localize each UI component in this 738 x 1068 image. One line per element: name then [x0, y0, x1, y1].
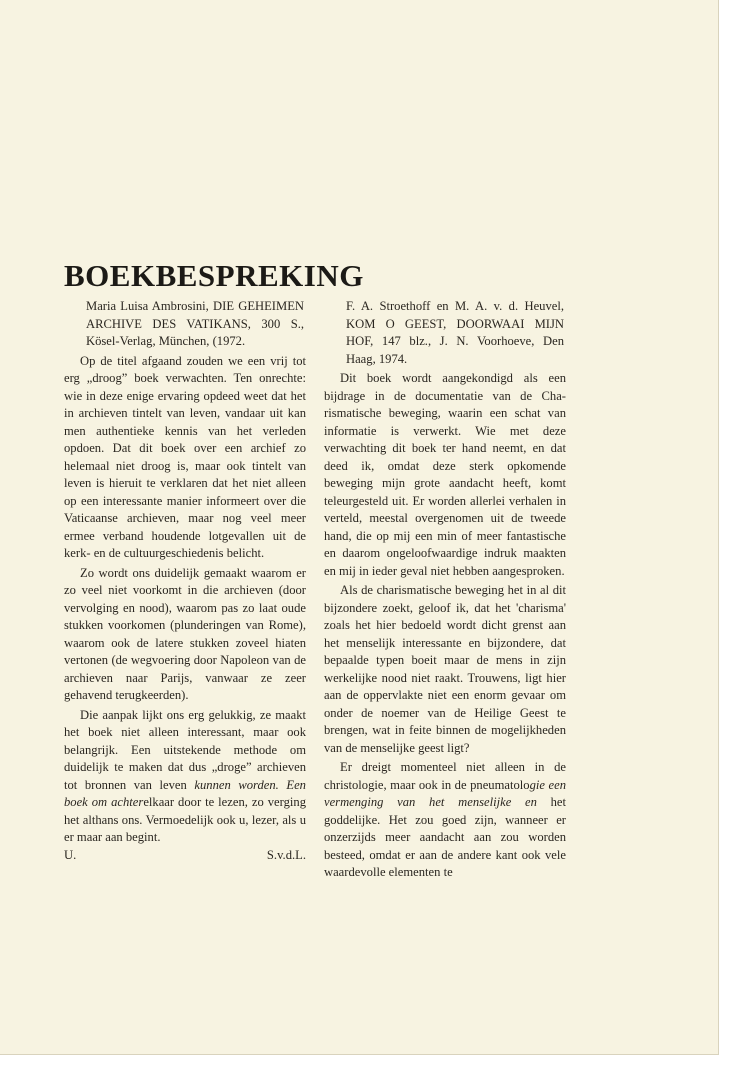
- paragraph-text: Er dreigt momenteel niet alleen in de christologie, maar ook in de pneumatolo: [324, 760, 566, 792]
- left-column: [64, 298, 306, 864]
- review-paragraph: Zo wordt ons duidelijk gemaakt waarom er zo veel niet voorkomt in die archieven (door vervolging en nood), waarom pas zo laat oude stukken voorkomen (plunderingen van Rome), waarom ook de latere stukken zoveel hiaten vertonen (de wegvoering door Napoleon van de archieven naar Parijs, vanwaar ze zeer gehavend terugkeerden).: [64, 565, 306, 702]
- signature-initial: U.: [64, 847, 77, 862]
- paragraph-text: het goddelijke. Het zou goed zijn, wanneer er onzerzijds meer aandacht aan zou worden besteed, omdat er aan de andere kant ook vele waardevolle elementen te: [324, 795, 566, 879]
- book-header-stroethoff: F. A. Stroethoff en M. A. v. d. Heuvel, KOM O GEEST, DOORWAAI MIJN HOF, 147 blz., J. N. Voorhoeve, Den Haag, 1974.: [346, 299, 564, 366]
- book-header-ambrosini: Maria Luisa Ambrosini, DIE GEHEIMEN ARCHIVE DES VATIKANS, 300 S., Kösel-Verlag, München, (1972.: [86, 299, 304, 348]
- review-paragraph: Als de charismatische beweging het in al dit bijzondere zoekt, geloof ik, dat het 'charisma' zoals het hier bedoeld wordt dicht grenst aan het menselijk interessante en bijzondere, dat bepaalde typen boeit maar de mens in zijn werkelijke nood niet raakt. Trouwens, ligt hier aan de oppervlakte niet een enorm gevaar om onder de noemer van de Heilige Geest te brengen, wat in feite binnen de mogelijkheden van de menselijke geest ligt?: [324, 583, 566, 755]
- review-paragraph: [64, 707, 306, 847]
- paragraph-text: Die aanpak lijkt ons erg gelukkig, ze maakt het boek niet alleen interessant, maar ook belangrijk. Een uitstekende methode om duidelijk te maken dat dus „droge” archieven tot bronnen van leven: [64, 707, 306, 792]
- review-paragraph: Dit boek wordt aangekondigd als een bijdrage in de documentatie van de Charismatische beweging, waarin een schat van informatie is verwerkt. Wie met deze verwachting dit boek ter hand neemt, en dat deed ik, omdat deze sterk opkomende beweging mijn grote aandacht heeft, komt teleurgesteld uit. Er worden allerlei verhalen in verteld, meestal overgenomen uit de tweede hand, die op mij een min of meer fantastische en daarom ongeloofwaardige indruk maakten en mij in ieder geval niet hebben aangesproken.: [324, 371, 566, 578]
- section-heading: BOEKBESPREKING: [64, 258, 364, 293]
- review-paragraph: Op de titel afgaand zouden we een vrij tot erg „droog” boek verwachten. Ten onrechte: wie in deze enige ervaring opdeed weet dat het in archieven tintelt van leven, vandaar uit kan men authentieke kennis van het verleden opdoen. Dat dit boek over een archief zo helemaal niet droog is, maar ook tintelt van leven is hieruit te verklaren dat het niet alleen op een interessante manier informeert over die Vaticaanse archieven, maar nog veel meer ermee verband houdende lotgevallen uit de kerk- en de cultuurgeschiedenis belicht.: [64, 353, 306, 560]
- emphasized-text: gie een vermenging van het menselijke en: [324, 777, 566, 809]
- right-column: [324, 298, 566, 882]
- reviewer-signature: S.v.d.L.: [266, 847, 306, 862]
- emphasized-text: kunnen worden. Een boek om achter: [64, 777, 306, 809]
- paragraph-text: elkaar door te lezen, zo verging het althans ons. Vermoedelijk ook u, lezer, als u er maar aan begint.: [64, 795, 306, 844]
- signature-line: [64, 847, 306, 865]
- review-paragraph: [324, 759, 566, 882]
